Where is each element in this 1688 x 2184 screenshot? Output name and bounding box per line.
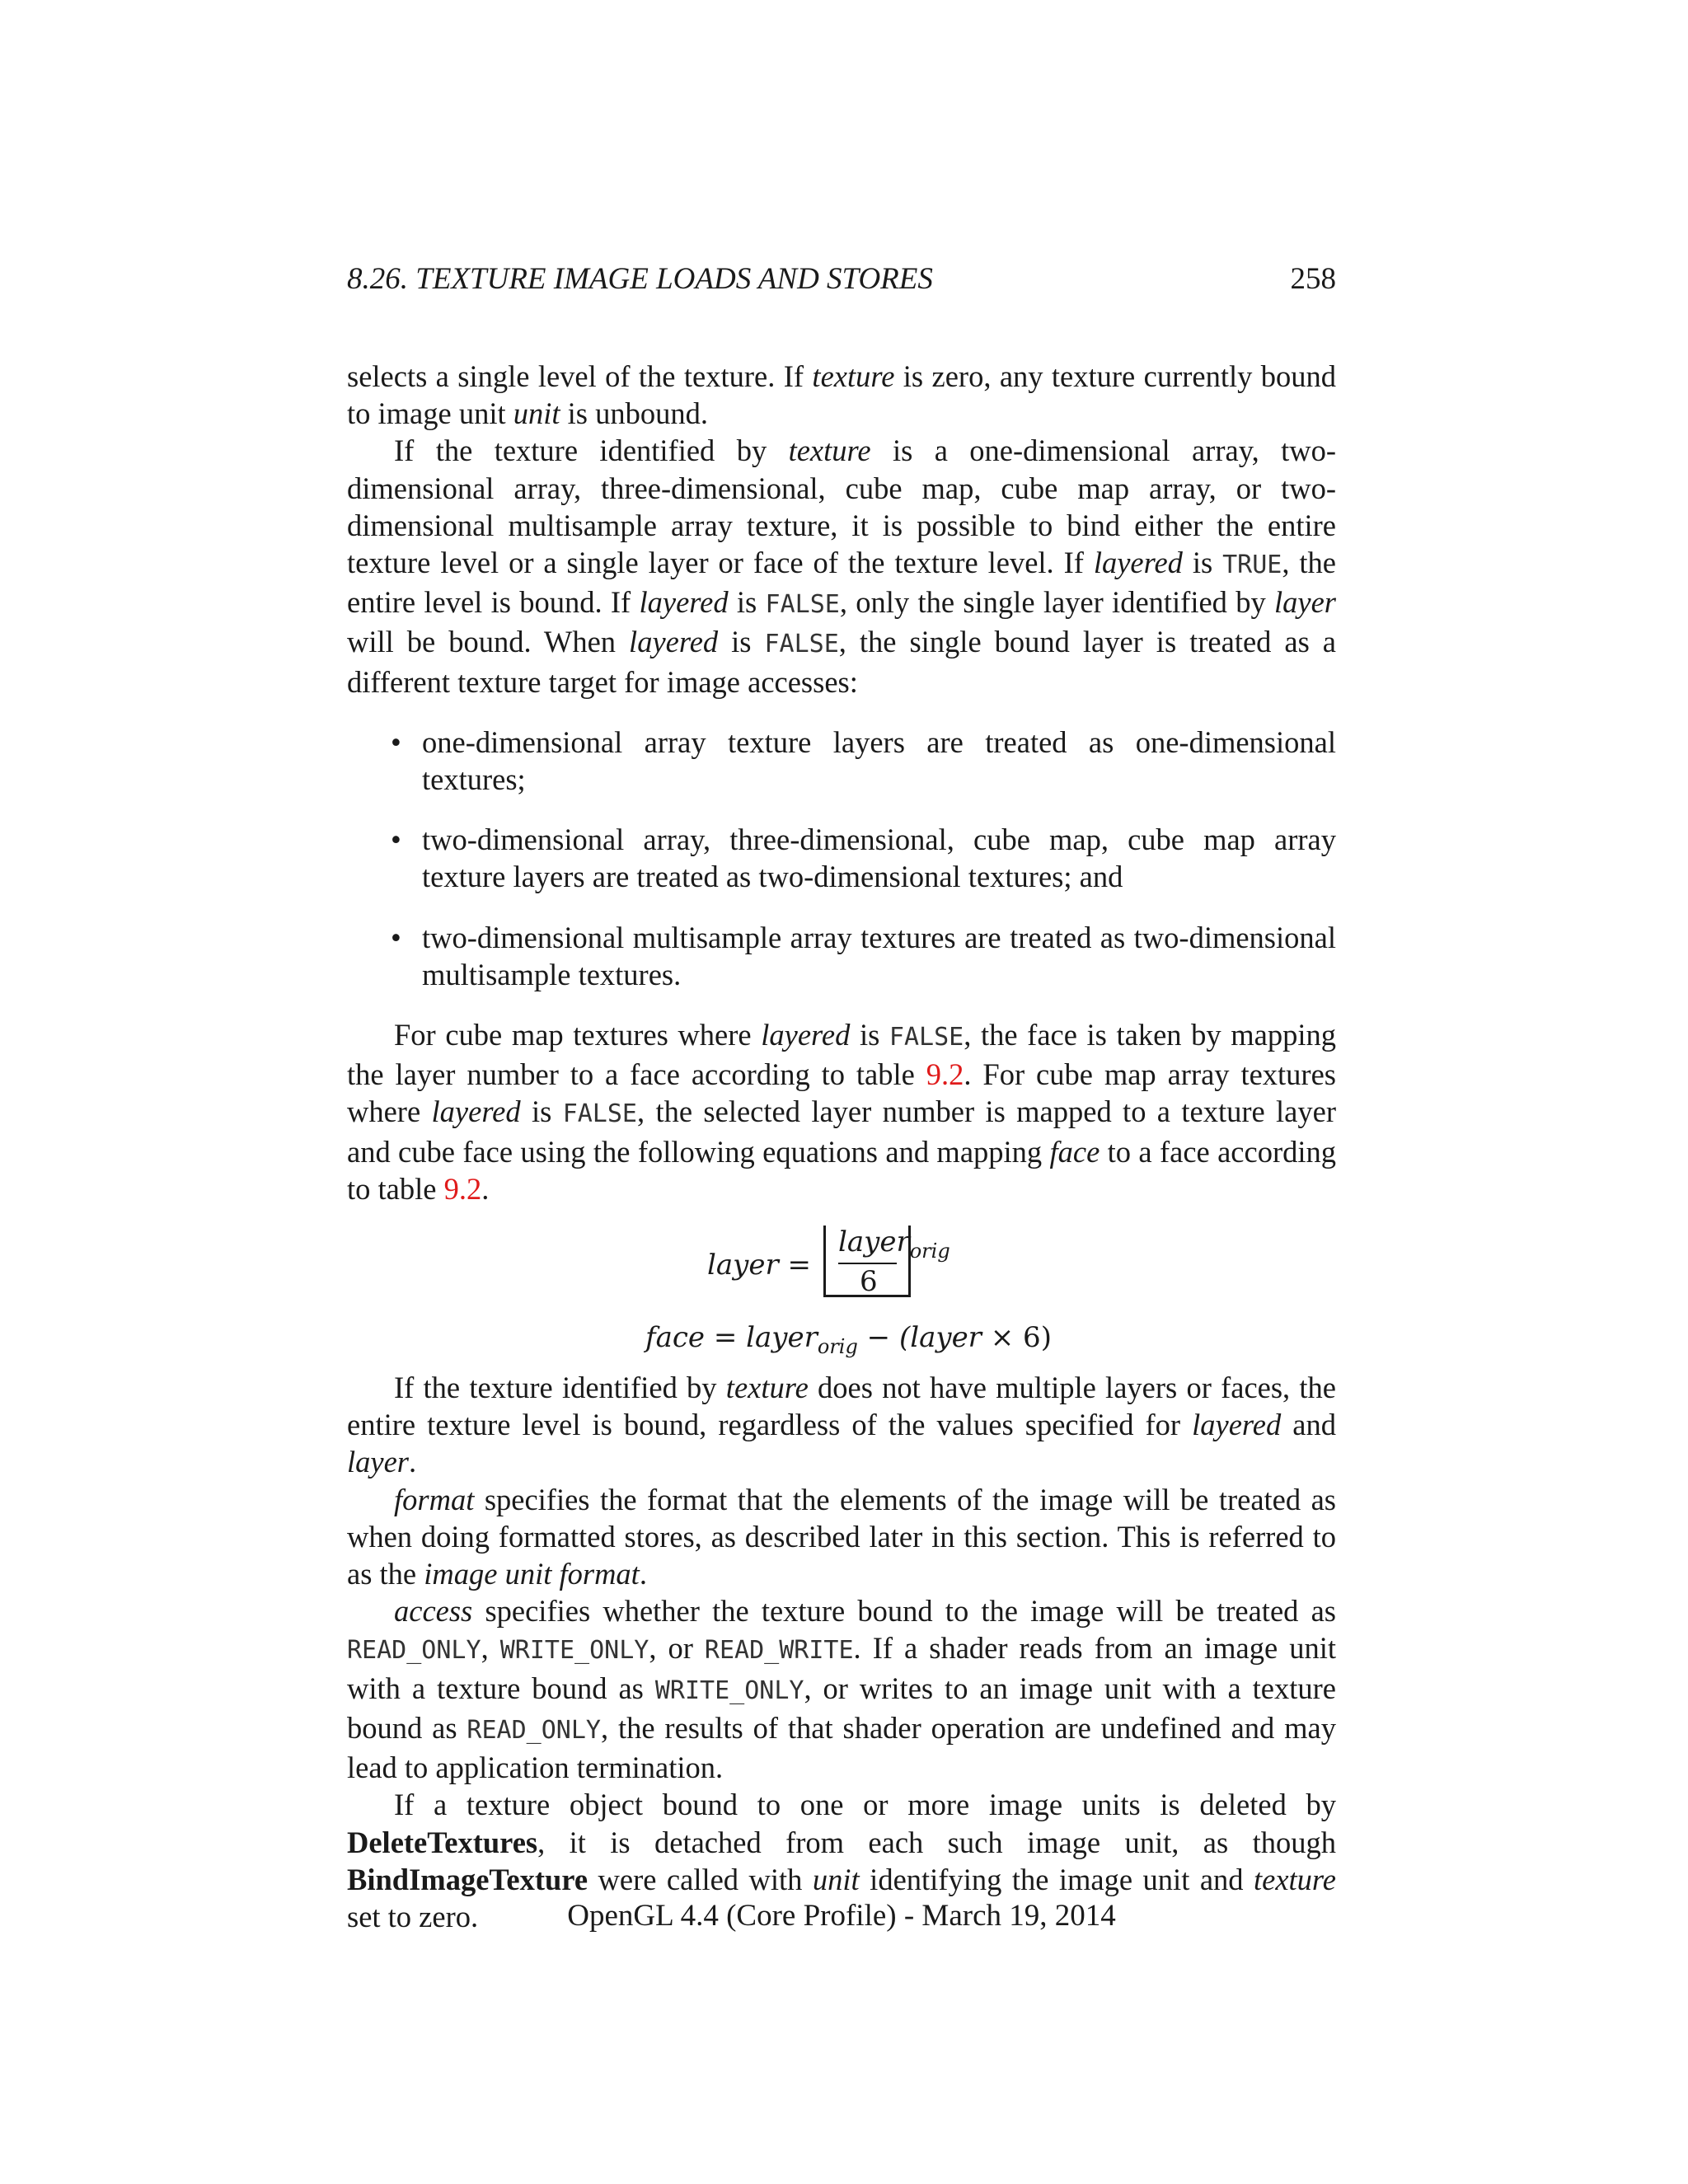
bullet-icon: •: [391, 920, 401, 954]
paragraph-3: For cube map textures where layered is FALSE, the face is taken by mapping the layer number to a face according to table 9.2. For cube map array textures where layered is FALSE, the selected layer number is mapped to a texture layer and cube face using the following equations and mapping face to a face according to table 9.2.: [347, 1018, 1336, 1206]
fraction-numerator: layer$_{orig}$: [838, 1226, 950, 1263]
equation-layer: layer = layer$_{orig}$ 6: [347, 1219, 1336, 1318]
page-number: 258: [1290, 262, 1336, 296]
bullet-icon: •: [391, 823, 401, 857]
section-title: 8.26. TEXTURE IMAGE LOADS AND STORES: [347, 262, 933, 296]
list-item: • one-dimensional array texture layers are treated as one-dimensional textures;: [391, 724, 1336, 797]
list-item: • two-dimensional array, three-dimensional, cube map, cube map array texture layers are treated as two-dimensional textures; and: [391, 823, 1336, 894]
table-reference-link[interactable]: 9.2: [926, 1057, 964, 1092]
page-footer: OpenGL 4.4 (Core Profile) - March 19, 2014: [567, 1899, 1116, 1933]
paragraph-5: format specifies the format that the elements of the image will be treated as when doing formatted stores, as described later in this section. This is referred to as the image unit format.: [347, 1482, 1336, 1591]
paragraph-6: access specifies whether the texture bound to the image will be treated as READ_ONLY, WRITE_ONLY, or READ_WRITE. If a shader reads from an image unit with a texture bound as WRITE_ONLY, or writes to an image unit with a texture bound as READ_ONLY, the results of that shader operation are undefined and may lead to application termination.: [347, 1594, 1336, 1785]
bullet-list: [347, 724, 1336, 993]
paragraph-7: If a texture object bound to one or more image units is deleted by DeleteTextures, it is detached from each such image unit, as though BindImageTexture were called with unit identifying the image unit and texture set to zero.: [347, 1788, 1336, 1933]
fraction-denominator: 6: [860, 1265, 878, 1299]
bullet-icon: •: [391, 724, 401, 759]
body-text: [347, 358, 1336, 1935]
paragraph-2: If the texture identified by texture is a one-dimensional array, two-dimensional array, three-dimensional, cube map, cube map array, or two-dimensional multisample array texture, it is possible to bind either the entire texture level or a single layer or face of the texture level. If layered is TRUE, the entire level is bound. If layered is FALSE, only the single layer identified by layer will be bound. When layered is FALSE, the single bound layer is treated as a different texture target for image accesses:: [347, 434, 1336, 699]
paragraph-1: selects a single level of the texture. If texture is zero, any texture currently bound to image unit unit is unbound.: [347, 359, 1336, 431]
paragraph-4: If the texture identified by texture does not have multiple layers or faces, the entire texture level is bound, regardless of the values specified for layered and layer.: [347, 1371, 1336, 1479]
equation-face: face = layer$_{orig}$ − (layer × 6): [645, 1321, 1052, 1358]
list-item: • two-dimensional multisample array textures are treated as two-dimensional multisample textures.: [391, 920, 1336, 991]
table-reference-link[interactable]: 9.2: [443, 1171, 482, 1206]
